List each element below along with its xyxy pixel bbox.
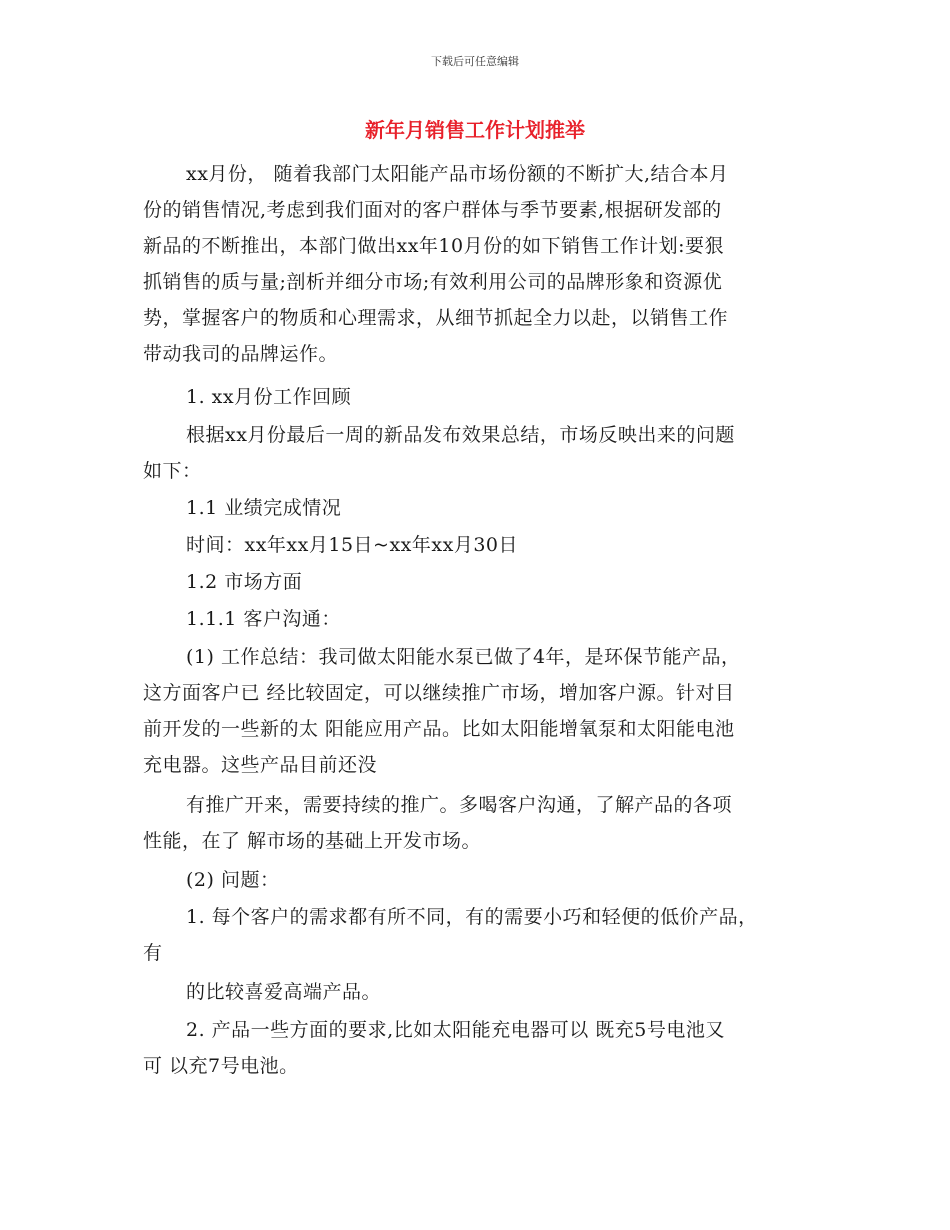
paragraph-line: 势，掌握客户的物质和心理需求，从细节抓起全力以赴，以销售工作 <box>143 307 729 329</box>
section-heading: 1.1 业绩完成情况 <box>186 497 342 519</box>
paragraph-line: 带动我司的品牌运作。 <box>143 343 339 365</box>
document-title: 新年月销售工作计划推举 <box>365 118 585 142</box>
paragraph-line: (1) 工作总结：我司做太阳能水泵已做了4年，是环保节能产品， <box>186 646 741 668</box>
section-heading: 1.1.1 客户沟通： <box>186 608 341 630</box>
paragraph-line: 份的销售情况,考虑到我们面对的客户群体与季节要素,根据研发部的 <box>143 199 722 221</box>
paragraph-line: 这方面客户已 经比较固定，可以继续推广市场，增加客户源。针对目 <box>143 682 735 704</box>
paragraph-line: 根据xx月份最后一周的新品发布效果总结，市场反映出来的问题 <box>186 424 735 446</box>
paragraph-line: 前开发的一些新的太 阳能应用产品。比如太阳能增氧泵和太阳能电池 <box>143 718 735 740</box>
paragraph-line: 新品的不断推出，本部门做出xx年10月份的如下销售工作计划:要狠 <box>143 235 725 257</box>
paragraph-line: 充电器。这些产品目前还没 <box>143 754 378 776</box>
paragraph-line: 时间：xx年xx月15日~xx年xx月30日 <box>186 534 518 556</box>
paragraph-line: 有推广开来，需要持续的推广。多喝客户沟通，了解产品的各项 <box>186 794 733 816</box>
paragraph-line: xx月份， 随着我部门太阳能产品市场份额的不断扩大,结合本月 <box>186 163 729 185</box>
paragraph-line: 性能，在了 解市场的基础上开发市场。 <box>143 830 482 852</box>
paragraph-line: 的比较喜爱高端产品。 <box>186 981 382 1003</box>
header-note: 下载后可任意编辑 <box>431 55 519 68</box>
paragraph-line: 1. 每个客户的需求都有所不同，有的需要小巧和轻便的低价产品， <box>186 906 758 928</box>
paragraph-line: 如下： <box>143 460 202 482</box>
paragraph-line: 可 以充7号电池。 <box>143 1055 299 1077</box>
paragraph-line: 抓销售的质与量;剖析并细分市场;有效利用公司的品牌形象和资源优 <box>143 271 723 293</box>
section-heading: 1. xx月份工作回顾 <box>186 386 352 408</box>
paragraph-line: 有 <box>143 942 163 964</box>
section-heading: (2) 问题： <box>186 869 280 891</box>
section-heading: 1.2 市场方面 <box>186 571 303 593</box>
paragraph-line: 2. 产品一些方面的要求,比如太阳能充电器可以 既充5号电池又 <box>186 1019 725 1041</box>
